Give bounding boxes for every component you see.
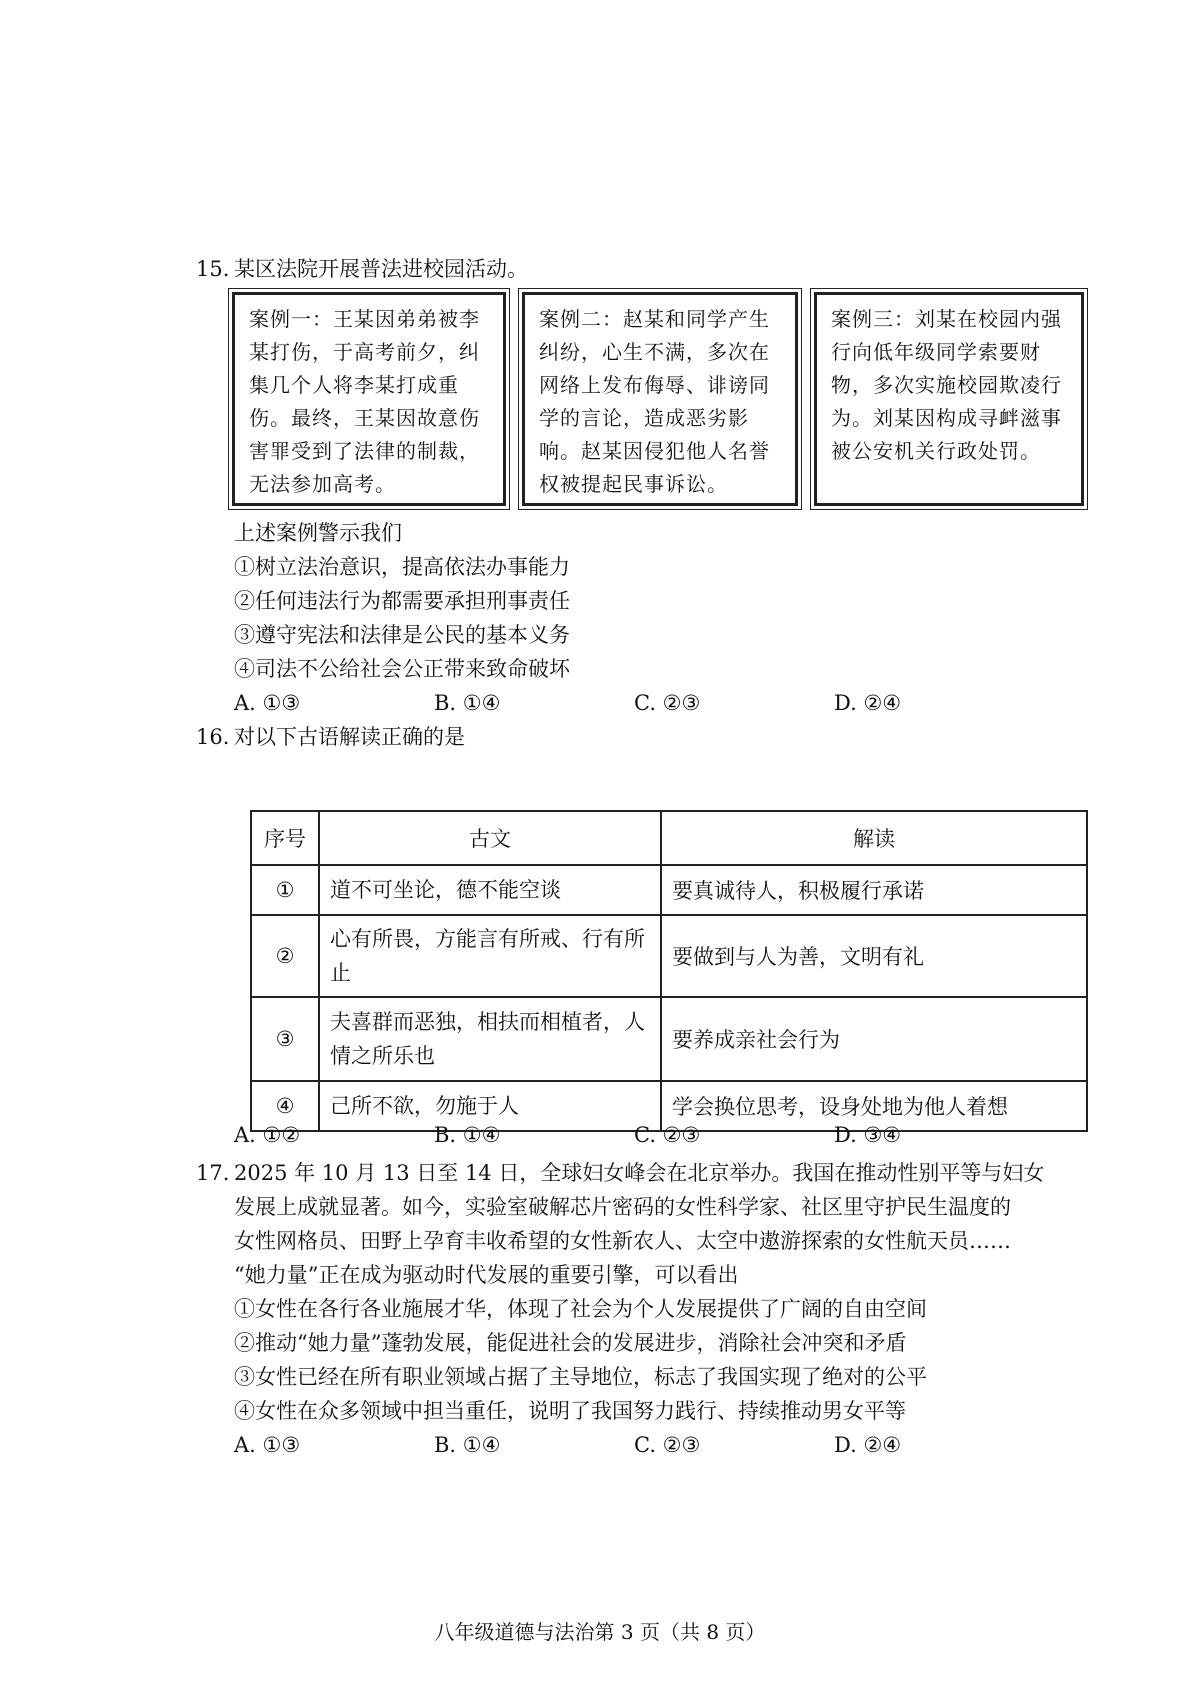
option-a: A. ①③	[234, 1433, 301, 1457]
options	[196, 1118, 1090, 1152]
option-d: D. ②④	[834, 1433, 902, 1457]
question-number: 16.	[196, 725, 230, 749]
statement: ③遵守宪法和法律是公民的基本义务	[234, 623, 570, 647]
row-text: 道不可坐论，德不能空谈	[319, 865, 661, 915]
statement: ①女性在各行各业施展才华，体现了社会为个人发展提供了广阔的自由空间	[234, 1297, 927, 1321]
option-d: D. ②④	[834, 691, 902, 715]
case-label: 案例二：	[539, 307, 623, 331]
row-reading: 要真诚待人，积极履行承诺	[661, 865, 1087, 915]
row-text: 心有所畏，方能言有所戒、行有所止	[319, 915, 661, 997]
statement: ④司法不公给社会公正带来致命破坏	[234, 657, 570, 681]
case-box-2	[522, 292, 798, 506]
question-stem: 对以下古语解读正确的是	[234, 725, 465, 749]
option-d: D. ③④	[834, 1123, 902, 1147]
statement: ④女性在众多领域中担当重任，说明了我国努力践行、持续推动男女平等	[234, 1399, 906, 1423]
question-17	[196, 1156, 1090, 1462]
row-number: ②	[251, 915, 319, 997]
row-reading: 要做到与人为善，文明有礼	[661, 915, 1087, 997]
option-c: C. ②③	[634, 1433, 701, 1457]
case-text: 刘某在校园内强行向低年级同学索要财物，多次实施校园欺凌行为。刘某因构成寻衅滋事被公安机关行政处罚。	[831, 307, 1062, 463]
question-prompt: 上述案例警示我们	[234, 521, 402, 545]
option-b: B. ①④	[434, 691, 501, 715]
header-text: 古文	[319, 811, 661, 865]
row-number: ③	[251, 997, 319, 1081]
case-text: 赵某和同学产生纠纷，心生不满，多次在网络上发布侮辱、诽谤同学的言论，造成恶劣影响。赵某因侵犯他人名誉权被提起民事诉讼。	[539, 307, 770, 496]
option-a: A. ①②	[234, 1123, 301, 1147]
option-c: C. ②③	[634, 691, 701, 715]
options	[196, 686, 1090, 720]
statement: ②任何违法行为都需要承担刑事责任	[234, 589, 570, 613]
row-reading: 要养成亲社会行为	[661, 997, 1087, 1081]
table-row	[251, 997, 1087, 1081]
header-reading: 解读	[661, 811, 1087, 865]
option-c: C. ②③	[634, 1123, 701, 1147]
question-16-options	[196, 1118, 1090, 1152]
case-label: 案例三：	[831, 307, 915, 331]
question-line: “她力量”正在成为驱动时代发展的重要引擎，可以看出	[234, 1263, 739, 1287]
question-15	[196, 252, 1090, 286]
question-number: 15.	[196, 257, 230, 281]
question-line: 2025 年 10 月 13 日至 14 日，全球妇女峰会在北京举办。我国在推动性别平等与妇女	[234, 1161, 1045, 1185]
case-text: 王某因弟弟被李某打伤，于高考前夕，纠集几个人将李某打成重伤。最终，王某因故意伤害罪受到了法律的制裁，无法参加高考。	[249, 307, 480, 496]
row-text: 夫喜群而恶独，相扶而相植者，人情之所乐也	[319, 997, 661, 1081]
ancient-saying-table	[250, 810, 1088, 1132]
row-text: 己所不欲，勿施于人	[319, 1081, 661, 1131]
question-line: 发展上成就显著。如今，实验室破解芯片密码的女性科学家、社区里守护民生温度的	[234, 1195, 1011, 1219]
table-header-row	[251, 811, 1087, 865]
option-a: A. ①③	[234, 691, 301, 715]
table-row	[251, 915, 1087, 997]
case-box-3	[814, 292, 1084, 506]
question-15-body	[196, 516, 1090, 720]
statement: ③女性已经在所有职业领域占据了主导地位，标志了我国实现了绝对的公平	[234, 1365, 927, 1389]
options	[196, 1428, 1090, 1462]
header-number: 序号	[251, 811, 319, 865]
case-boxes	[232, 292, 1084, 542]
page-footer: 八年级道德与法治第 3 页（共 8 页）	[434, 1620, 766, 1644]
table-row	[251, 865, 1087, 915]
question-line: 女性网格员、田野上孕育丰收希望的女性新农人、太空中遨游探索的女性航天员……	[234, 1229, 1011, 1253]
question-number: 17.	[196, 1161, 230, 1185]
statement: ②推动“她力量”蓬勃发展，能促进社会的发展进步，消除社会冲突和矛盾	[234, 1331, 907, 1355]
question-stem: 某区法院开展普法进校园活动。	[234, 257, 528, 281]
question-16	[196, 720, 1090, 754]
row-reading: 学会换位思考，设身处地为他人着想	[661, 1081, 1087, 1131]
option-b: B. ①④	[434, 1433, 501, 1457]
option-b: B. ①④	[434, 1123, 501, 1147]
statement: ①树立法治意识，提高依法办事能力	[234, 555, 570, 579]
case-box-1	[232, 292, 506, 506]
row-number: ④	[251, 1081, 319, 1131]
row-number: ①	[251, 865, 319, 915]
case-label: 案例一：	[249, 307, 333, 331]
